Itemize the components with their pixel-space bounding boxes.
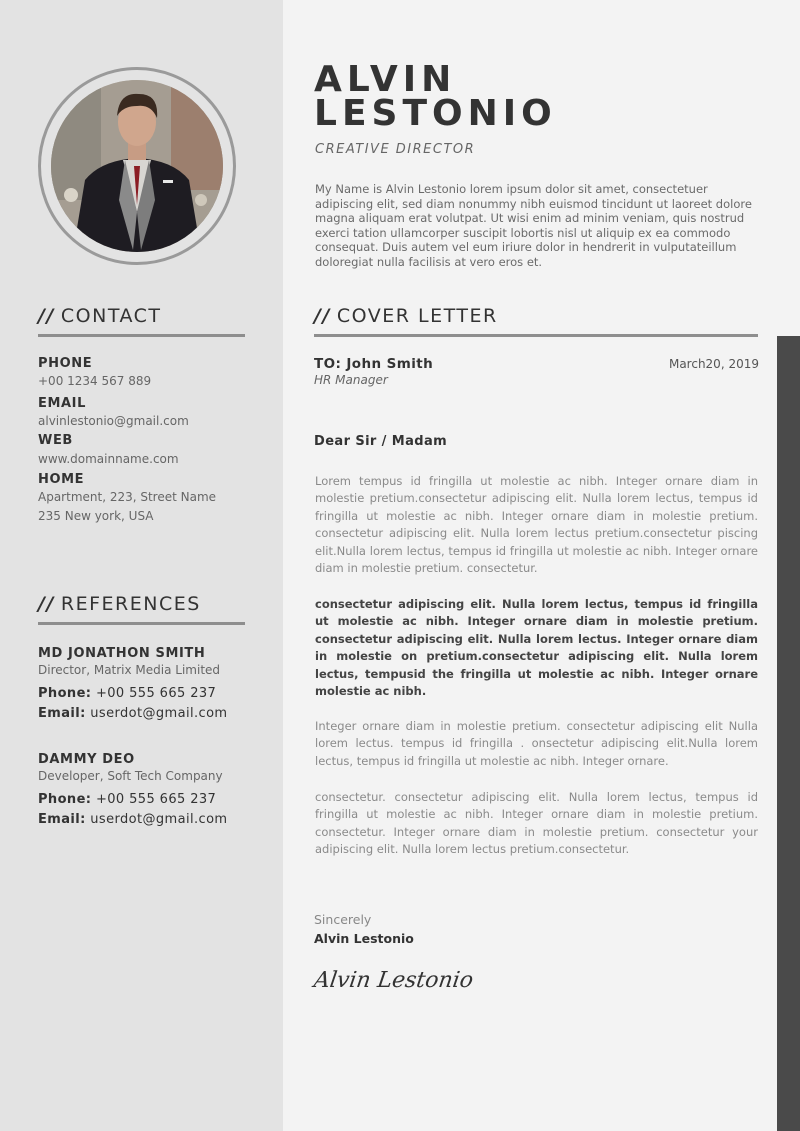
reference-2-email-value[interactable]: userdot@gmail.com <box>90 812 228 827</box>
letter-paragraph-3: Integer ornare diam in molestie pretium. consectetur adipiscing elit Nulla lorem lectus. tempus id fringilla . onsectetur adipiscing elit.Nulla lorem lectus, tempus id fringilla ut molestie ac nibh. Integer ornare. <box>315 719 758 768</box>
references-heading-text: REFERENCES <box>60 593 201 615</box>
candidate-role: CREATIVE DIRECTOR <box>315 142 476 157</box>
heading-slashes: // <box>314 305 331 327</box>
contact-rule <box>38 334 245 337</box>
profile-photo-illustration <box>51 80 223 252</box>
home-label: HOME <box>38 472 85 487</box>
letter-paragraph-2: consectetur adipiscing elit. Nulla lorem lectus, tempus id fringilla ut molestie ac nibh. Integer ornare diam in molestie pretium. consectetur adipiscing elit. Nulla lorem lectus. Integer ornare diam in molestie on pretium.consectetur adipiscing elit. Nulla lorem lectus, tempusid the fringilla ut molestie ac nibh. Integer ornare molestie ac nibh. <box>315 597 758 699</box>
phone-value: +00 1234 567 889 <box>38 374 152 388</box>
references-rule <box>38 622 245 625</box>
reference-2-phone-value: +00 555 665 237 <box>95 792 217 807</box>
contact-heading-text: CONTACT <box>60 305 162 327</box>
reference-1-email <box>38 706 228 721</box>
phone-label: Phone: <box>38 686 92 701</box>
heading-slashes: // <box>38 305 55 327</box>
reference-2-position: Developer, Soft Tech Company <box>38 769 223 783</box>
reference-1-name: MD JONATHON SMITH <box>38 646 206 661</box>
profile-photo <box>51 80 223 252</box>
email-value[interactable]: alvinlestonio@gmail.com <box>38 414 189 428</box>
web-label: WEB <box>38 433 73 448</box>
phone-label: PHONE <box>38 356 93 371</box>
reference-1-phone-value: +00 555 665 237 <box>95 686 217 701</box>
email-label: Email: <box>38 706 86 721</box>
email-label: EMAIL <box>38 396 86 411</box>
reference-2-name: DAMMY DEO <box>38 752 135 767</box>
reference-1-email-value[interactable]: userdot@gmail.com <box>90 706 228 721</box>
reference-1-phone <box>38 686 216 701</box>
references-heading <box>38 593 201 615</box>
phone-label: Phone: <box>38 792 92 807</box>
reference-1-position: Director, Matrix Media Limited <box>38 663 221 677</box>
last-name: LESTONIO <box>314 93 557 134</box>
contact-heading <box>38 305 162 327</box>
letter-paragraph-4: consectetur. consectetur adipiscing elit. Nulla lorem lectus, tempus id fringilla ut molestie ac nibh. Integer ornare diam in molestie pretium. consectetur. Integer ornare diam in molestie pretium. consectetur your adipiscing elit. Nulla lorem lectus pretium.consectetur. <box>315 790 758 857</box>
candidate-name <box>314 59 557 134</box>
web-value[interactable]: www.domainname.com <box>38 452 179 466</box>
letter-date: March20, 2019 <box>668 357 759 371</box>
cover-letter-heading <box>314 305 498 327</box>
handwritten-signature: Alvin Lestonio <box>312 968 475 993</box>
closing: Sincerely <box>314 912 372 927</box>
home-address-line1: Apartment, 223, Street Name <box>38 490 217 504</box>
salutation: Dear Sir / Madam <box>314 434 448 449</box>
cover-letter-heading-text: COVER LETTER <box>336 305 498 327</box>
heading-slashes: // <box>38 593 55 615</box>
first-name: ALVIN <box>314 59 457 100</box>
email-label: Email: <box>38 812 86 827</box>
reference-2-phone <box>38 792 216 807</box>
home-address-line2: 235 New york, USA <box>38 509 154 523</box>
profile-photo-frame <box>38 67 236 265</box>
recipient-role: HR Manager <box>314 373 388 387</box>
letter-paragraph-1: Lorem tempus id fringilla ut molestie ac nibh. Integer ornare diam in molestie pretium.consectetur adipiscing elit. Nulla lorem lectus, tempus id fringilla ut molestie ac nibh. Integer ornare diam in molestie pretium. consectetur adipiscing elit. Nulla lorem lectus pretium.consectetur piscing elit.Nulla lorem lectus, tempus id fringilla ut molestie ac nibh. Integer ornare diam in molestie pretium. consectetur. <box>315 474 758 576</box>
signer-name: Alvin Lestonio <box>314 931 414 946</box>
intro-paragraph: My Name is Alvin Lestonio lorem ipsum dolor sit amet, consectetuer adipiscing elit, sed diam nonummy nibh euismod tincidunt ut laoreet dolore magna aliquam erat volutpat. Ut wisi enim ad minim veniam, quis nostrud exerci tation ullamcorper suscipit lobortis nisl ut aliquip ex ea commodo consequat. Duis autem vel eum iriure dolor in hendrerit in vulputateillum doloregiat nulla facilisis at vero eros et. <box>315 182 752 269</box>
right-accent-bar <box>777 336 800 1131</box>
recipient-name: TO: John Smith <box>314 356 434 372</box>
cover-letter-rule <box>314 334 758 337</box>
reference-2-email <box>38 812 228 827</box>
